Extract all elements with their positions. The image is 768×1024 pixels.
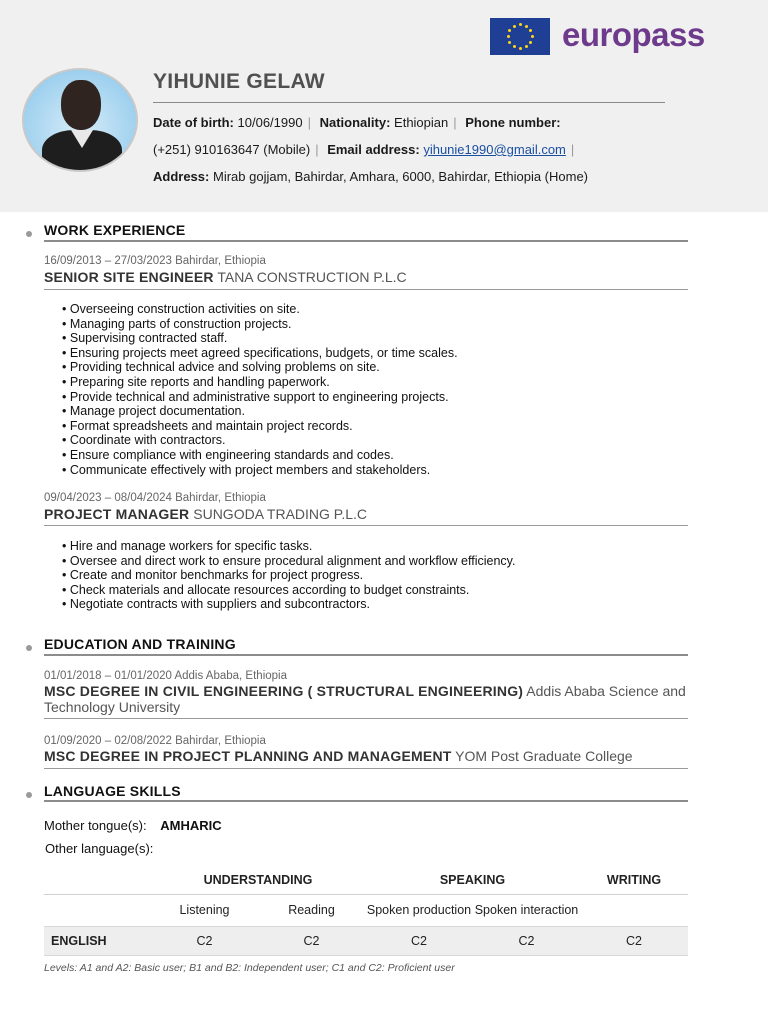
list-item: • Format spreadsheets and maintain project records. (62, 419, 458, 434)
separator: | (570, 142, 575, 157)
level-writing: C2 (580, 926, 688, 955)
job-title (44, 506, 688, 522)
level-reading: C2 (258, 926, 365, 955)
mother-tongue-line (44, 818, 222, 833)
job-employer: TANA CONSTRUCTION P.L.C (217, 269, 407, 285)
section-divider (44, 800, 688, 802)
header-speaking: SPEAKING (365, 866, 580, 894)
institution-name: Addis Ababa Science and Technology University (44, 683, 686, 715)
eu-star-icon (519, 47, 522, 50)
degree-title: MSC DEGREE IN PROJECT PLANNING AND MANAGEMENT (44, 748, 452, 764)
list-item: • Create and monitor benchmarks for project progress. (62, 568, 515, 583)
list-item: • Communicate effectively with project members and stakeholders. (62, 463, 458, 478)
person-name: YIHUNIE GELAW (153, 70, 325, 93)
education-divider (44, 718, 688, 719)
education-entry (44, 683, 688, 715)
subheader-spoken-production: Spoken production (366, 902, 472, 917)
job-dates: 16/09/2013 – 27/03/2023 Bahirdar, Ethiopia (44, 255, 266, 267)
address-value: Mirab gojjam, Bahirdar, Amhara, 6000, Bahirdar, Ethiopia (Home) (212, 169, 589, 184)
job-duties-list (62, 302, 458, 477)
profile-photo (22, 68, 138, 172)
degree-title: MSC DEGREE IN CIVIL ENGINEERING ( STRUCTURAL ENGINEERING) (44, 683, 524, 699)
personal-info-line-1 (153, 115, 561, 130)
list-item: • Ensuring projects meet agreed specifications, budgets, or time scales. (62, 346, 458, 361)
list-item: • Supervising contracted staff. (62, 331, 458, 346)
language-table (44, 866, 688, 956)
section-bullet (26, 231, 32, 237)
job-employer: SUNGODA TRADING P.L.C (193, 506, 367, 522)
mother-tongue-value: AMHARIC (160, 818, 222, 833)
job-position: SENIOR SITE ENGINEER (44, 269, 214, 285)
eu-star-icon (519, 23, 522, 26)
subheader-spoken-interaction: Spoken interaction (474, 902, 579, 917)
education-dates: 01/09/2020 – 02/08/2022 Bahirdar, Ethiopia (44, 735, 266, 747)
work-experience-title: WORK EXPERIENCE (44, 222, 186, 238)
level-spoken-interaction: C2 (473, 926, 580, 955)
table-header-row (44, 866, 688, 894)
eu-star-icon (508, 41, 511, 44)
education-divider (44, 768, 688, 769)
separator: | (453, 115, 457, 130)
header-writing: WRITING (580, 866, 688, 894)
subheader-listening: Listening (179, 902, 230, 917)
eu-star-icon (513, 45, 516, 48)
level-listening: C2 (151, 926, 258, 955)
eu-star-icon (531, 35, 534, 38)
job-position: PROJECT MANAGER (44, 506, 190, 522)
list-item: • Ensure compliance with engineering standards and codes. (62, 448, 458, 463)
mother-tongue-label: Mother tongue(s): (44, 818, 147, 833)
eu-star-icon (529, 29, 532, 32)
section-bullet (26, 645, 32, 651)
subheader-reading: Reading (288, 902, 335, 917)
list-item: • Provide technical and administrative support to engineering projects. (62, 390, 458, 405)
divider (153, 102, 665, 103)
separator: | (315, 142, 319, 157)
job-divider (44, 289, 688, 290)
level-spoken-production: C2 (365, 926, 473, 955)
list-item: • Managing parts of construction projects. (62, 317, 458, 332)
job-dates: 09/04/2023 – 08/04/2024 Bahirdar, Ethiopia (44, 492, 266, 504)
list-item: • Providing technical advice and solving problems on site. (62, 360, 458, 375)
language-name: ENGLISH (44, 926, 151, 955)
eu-star-icon (529, 41, 532, 44)
job-title (44, 269, 688, 285)
job-divider (44, 525, 688, 526)
personal-info-line-2 (153, 142, 579, 157)
job-duties-list (62, 539, 515, 612)
eu-star-icon (507, 35, 510, 38)
language-skills-title: LANGUAGE SKILLS (44, 783, 181, 799)
eu-star-icon (513, 25, 516, 28)
list-item: • Check materials and allocate resources according to budget constraints. (62, 583, 515, 598)
phone-label: Phone number: (465, 115, 561, 130)
levels-note: Levels: A1 and A2: Basic user; B1 and B2: Independent user; C1 and C2: Proficient user (44, 962, 455, 974)
eu-star-icon (508, 29, 511, 32)
email-link[interactable]: yihunie1990@gmail.com (423, 142, 566, 157)
list-item: • Oversee and direct work to ensure procedural alignment and workflow efficiency. (62, 554, 515, 569)
section-divider (44, 654, 688, 656)
list-item: • Coordinate with contractors. (62, 433, 458, 448)
list-item: • Preparing site reports and handling paperwork. (62, 375, 458, 390)
other-languages-label: Other language(s): (45, 841, 154, 856)
list-item: • Overseeing construction activities on site. (62, 302, 458, 317)
phone-value: (+251) 910163647 (Mobile) (153, 142, 311, 157)
education-entry (44, 748, 688, 764)
nationality-value: Ethiopian (394, 115, 449, 130)
list-item: • Manage project documentation. (62, 404, 458, 419)
eu-flag-icon (490, 18, 550, 55)
table-subheader-row (44, 894, 688, 926)
separator: | (307, 115, 311, 130)
header-understanding: UNDERSTANDING (151, 866, 365, 894)
personal-info-line-3 (153, 169, 588, 184)
nationality-label: Nationality: (319, 115, 391, 130)
education-title: EDUCATION AND TRAINING (44, 636, 236, 652)
education-dates: 01/01/2018 – 01/01/2020 Addis Ababa, Ethiopia (44, 670, 287, 682)
cv-header (0, 0, 768, 212)
address-label: Address: (153, 169, 210, 184)
dob-label: Date of birth: (153, 115, 234, 130)
email-label: Email address: (327, 142, 420, 157)
list-item: • Negotiate contracts with suppliers and subcontractors. (62, 597, 515, 612)
list-item: • Hire and manage workers for specific tasks. (62, 539, 515, 554)
eu-star-icon (525, 45, 528, 48)
section-bullet (26, 792, 32, 798)
europass-logo: europass (562, 16, 705, 53)
table-row (44, 926, 688, 955)
eu-star-icon (525, 25, 528, 28)
institution-name: YOM Post Graduate College (455, 748, 633, 764)
section-divider (44, 240, 688, 242)
dob-value: 10/06/1990 (237, 115, 303, 130)
